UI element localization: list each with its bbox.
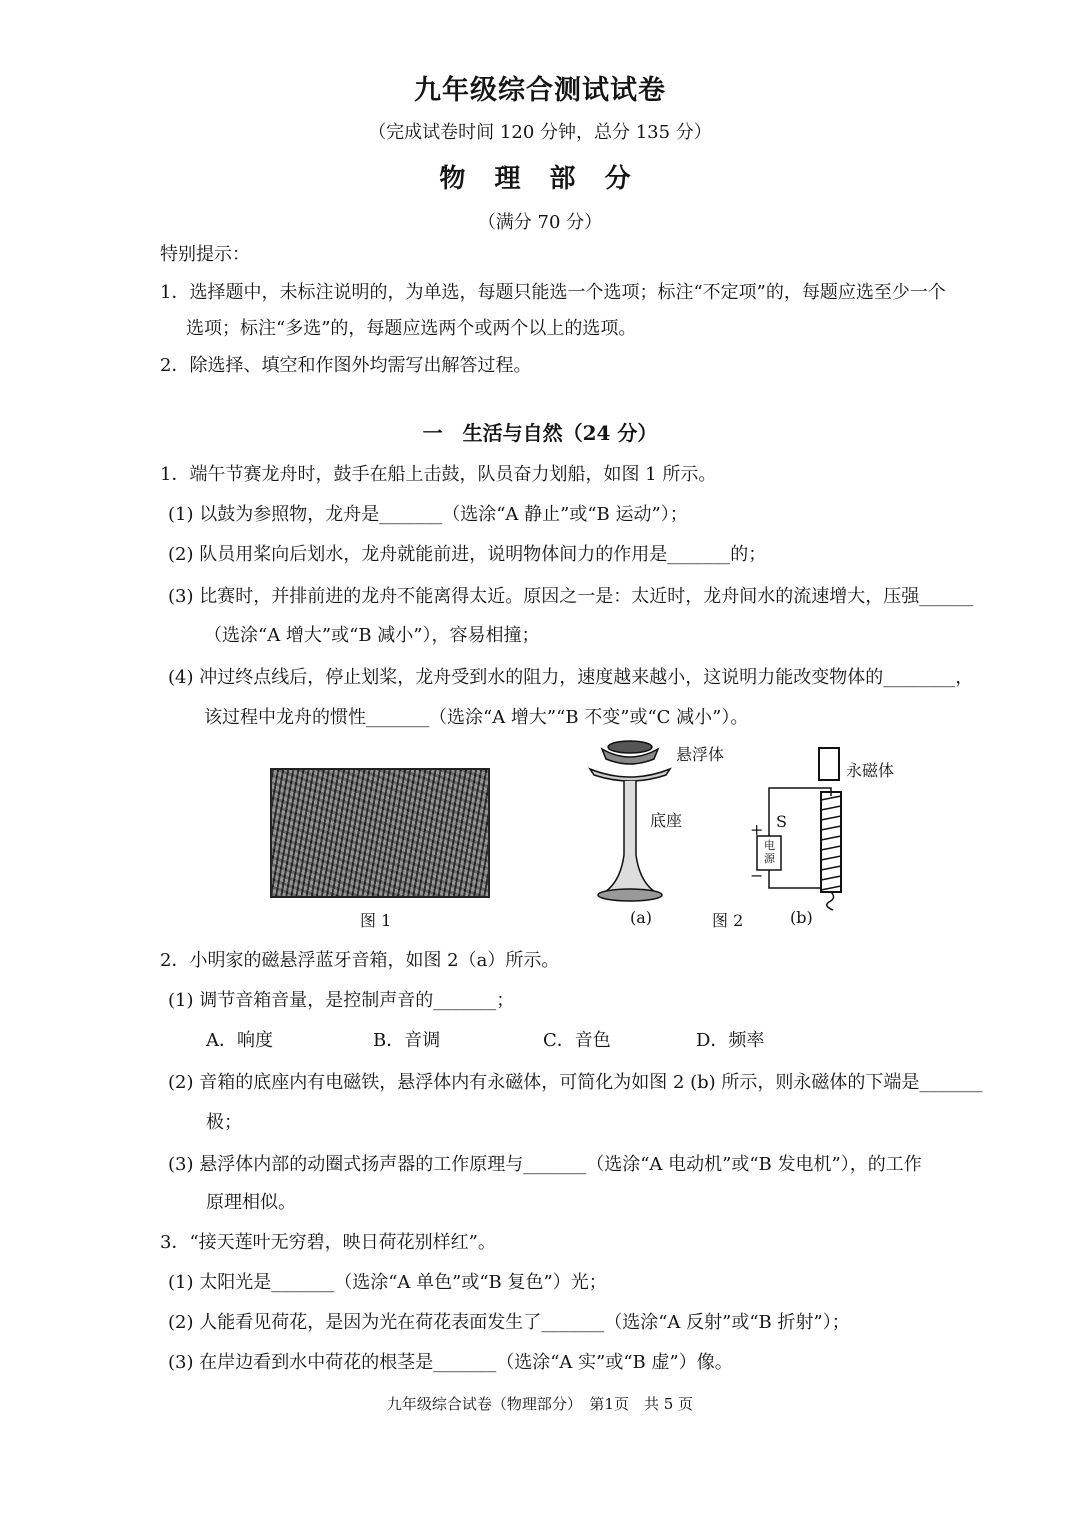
fig2b-caption: (b) xyxy=(790,908,813,927)
q2-option-d: D．频率 xyxy=(696,1030,765,1051)
part-title: 物 理 部 分 xyxy=(439,164,641,194)
plus-label: + xyxy=(750,820,764,839)
fig2-caption: 图 2 xyxy=(712,911,744,930)
power-source-label: 电源 xyxy=(764,839,775,865)
page-footer: 九年级综合试卷（物理部分） 第1页 共 5 页 xyxy=(386,1395,694,1413)
q3-part-1: (1) 太阳光是_______（选涂“A 单色”或“B 复色”）光； xyxy=(168,1272,607,1293)
q1-stem: 1．端午节赛龙舟时，鼓手在船上击鼓，队员奋力划船，如图 1 所示。 xyxy=(160,464,717,485)
q2-part-3-line-1: (3) 悬浮体内部的动圈式扬声器的工作原理与_______（选涂“A 电动机”或“B 发电机”），的工作 xyxy=(168,1154,922,1175)
note-1-line-1: 1．选择题中，未标注说明的，为单选，每题只能选一个选项；标注“不定项”的，每题应选至少一个 xyxy=(160,282,946,303)
q2-option-c: C．音色 xyxy=(543,1030,611,1051)
full-score: （满分 70 分） xyxy=(477,212,603,233)
exam-title: 九年级综合测试试卷 xyxy=(414,75,666,106)
exam-subtitle: （完成试卷时间 120 分钟，总分 135 分） xyxy=(368,122,712,143)
q2-stem: 2．小明家的磁悬浮蓝牙音箱，如图 2（a）所示。 xyxy=(160,950,560,971)
dragon-boat-photo xyxy=(270,768,490,898)
q3-part-2: (2) 人能看见荷花，是因为光在荷花表面发生了_______（选涂“A 反射”或“B 折射”）； xyxy=(168,1312,850,1333)
base-label: 底座 xyxy=(650,811,683,830)
magnet-label: 永磁体 xyxy=(846,761,895,780)
minus-label: − xyxy=(750,866,764,885)
fig1-caption: 图 1 xyxy=(360,911,392,930)
q2-part-2-line-2: 极； xyxy=(206,1112,242,1133)
notes-heading: 特别提示： xyxy=(160,244,250,265)
q3-part-3: (3) 在岸边看到水中荷花的根茎是_______（选涂“A 实”或“B 虚”）像。 xyxy=(168,1352,733,1373)
q1-part-3-line-2: （选涂“A 增大”或“B 减小”），容易相撞； xyxy=(204,625,540,646)
q1-part-4-line-2: 该过程中龙舟的惯性_______（选涂“A 增大”“B 不变”或“C 减小”）。 xyxy=(204,707,749,728)
q2-part-2-line-1: (2) 音箱的底座内有电磁铁，悬浮体内有永磁体，可简化为如图 2 (b) 所示，则永磁体的下端是_______ xyxy=(168,1072,983,1093)
q1-part-1: (1) 以鼓为参照物，龙舟是_______（选涂“A 静止”或“B 运动”）； xyxy=(168,504,688,525)
q1-part-2: (2) 队员用桨向后划水，龙舟就能前进，说明物体间力的作用是_______的； xyxy=(168,544,767,565)
s-pole-label: S xyxy=(776,812,787,831)
levitator-label: 悬浮体 xyxy=(676,745,725,764)
q2-option-b: B．音调 xyxy=(373,1030,441,1051)
fig2a-caption: (a) xyxy=(630,908,653,927)
q2-part-3-line-2: 原理相似。 xyxy=(206,1192,296,1213)
q3-stem: 3．“接天莲叶无穷碧，映日荷花别样红”。 xyxy=(160,1232,496,1253)
q2-option-a: A．响度 xyxy=(206,1030,273,1051)
q1-part-3-line-1: (3) 比赛时，并排前进的龙舟不能离得太近。原因之一是：太近时，龙舟间水的流速增大，压强______ xyxy=(168,586,974,607)
note-1-line-2: 选项；标注“多选”的，每题应选两个或两个以上的选项。 xyxy=(186,318,637,339)
section-title: 一 生活与自然（24 分） xyxy=(422,421,658,445)
q1-part-4-line-1: (4) 冲过终点线后，停止划桨，龙舟受到水的阻力，速度越来越小，这说明力能改变物体的________， xyxy=(168,667,974,688)
q2-part-1: (1) 调节音箱音量，是控制声音的_______； xyxy=(168,990,515,1011)
note-2: 2．除选择、填空和作图外均需写出解答过程。 xyxy=(160,355,532,376)
